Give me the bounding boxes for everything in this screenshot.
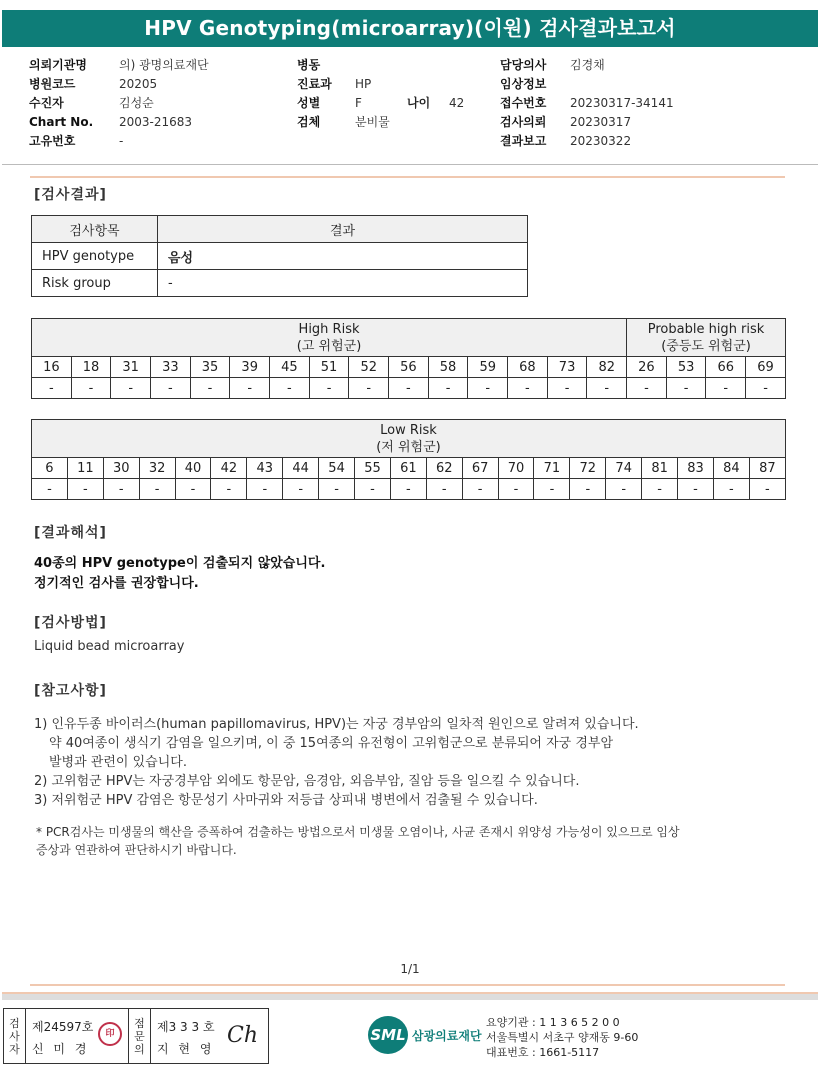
field-value: 김성순 xyxy=(119,96,154,110)
hpv-value-cell: - xyxy=(508,378,548,399)
org-address: 서울특별시 서초구 양재동 9-60 xyxy=(486,1031,639,1044)
hpv-type-cell: 6 xyxy=(32,458,68,479)
hpv-value-cell: - xyxy=(570,479,606,500)
hpv-type-cell: 73 xyxy=(547,357,587,378)
field-label: 나이 xyxy=(407,96,431,110)
checker-label xyxy=(129,1009,151,1063)
hpv-type-cell: 58 xyxy=(428,357,468,378)
hpv-type-cell: 87 xyxy=(749,458,785,479)
hpv-value-cell: - xyxy=(67,479,103,500)
org-name: 삼광의료재단 xyxy=(412,1028,482,1043)
result-table xyxy=(31,215,528,297)
field-label: 의뢰기관명 xyxy=(29,58,87,72)
hpv-type-cell: 56 xyxy=(389,357,429,378)
footnote-line: * PCR검사는 미생물의 핵산을 증폭하여 검출하는 방법으로서 미생물 오염이나, 사균 존재시 위양성 가능성이 있으므로 임상 xyxy=(36,825,680,839)
interpretation-text xyxy=(34,554,325,594)
hpv-type-cell: 55 xyxy=(355,458,391,479)
hpv-value-cell: - xyxy=(32,378,72,399)
footnote xyxy=(36,823,680,859)
hpv-type-cell: 18 xyxy=(71,357,111,378)
label-char: 점 xyxy=(134,1016,145,1030)
hpv-type-cell: 26 xyxy=(627,357,667,378)
inspector-license: 제24597호 xyxy=(32,1020,94,1034)
high-risk-table xyxy=(31,318,786,399)
field-label: 진료과 xyxy=(297,77,332,91)
patient-info-col3 xyxy=(500,56,674,151)
hpv-value-cell: - xyxy=(627,378,667,399)
field-value: 20205 xyxy=(119,77,158,91)
org-logo xyxy=(368,1016,482,1054)
hpv-type-cell: 44 xyxy=(283,458,319,479)
footer-bar xyxy=(2,992,818,1000)
hpv-value-cell: - xyxy=(462,479,498,500)
probable-risk-header xyxy=(627,319,786,357)
field-value: 의) 광명의료재단 xyxy=(119,58,209,72)
hpv-value-cell: - xyxy=(678,479,714,500)
page-number: 1/1 xyxy=(400,962,420,976)
section-title-interpretation: [결과해석] xyxy=(34,525,107,541)
handwritten-signature: Ch xyxy=(227,1023,259,1048)
divider xyxy=(30,984,785,986)
probable-risk-label: Probable high risk xyxy=(647,321,765,337)
hpv-value-cell: - xyxy=(103,479,139,500)
footnote-line: 증상과 연관하여 판단하시기 바랍니다. xyxy=(36,843,237,857)
field-label: 병동 xyxy=(297,58,321,72)
label-char: 사 xyxy=(9,1029,20,1043)
hpv-value-cell: - xyxy=(468,378,508,399)
high-risk-label: High Risk xyxy=(298,321,360,337)
checker-cell xyxy=(151,1009,267,1063)
hpv-type-cell: 51 xyxy=(309,357,349,378)
hpv-value-cell: - xyxy=(32,479,68,500)
report-title: HPV Genotyping(microarray)(이원) 검사결과보고서 xyxy=(2,10,818,47)
table-header: 결과 xyxy=(158,216,528,243)
field-value: F xyxy=(355,96,362,110)
label-char: 의 xyxy=(134,1042,145,1056)
signature-box xyxy=(3,1008,269,1064)
note-line: 3) 저위험군 HPV 감염은 항문성기 사마귀와 저등급 상피내 병변에서 검출될 수 있습니다. xyxy=(34,793,538,808)
hpv-type-cell: 30 xyxy=(103,458,139,479)
field-label: 병원코드 xyxy=(29,77,76,91)
hpv-type-cell: 59 xyxy=(468,357,508,378)
hpv-value-cell: - xyxy=(749,479,785,500)
field-value: HP xyxy=(355,77,372,91)
section-title-method: [검사방법] xyxy=(34,615,107,631)
hpv-type-cell: 72 xyxy=(570,458,606,479)
divider xyxy=(2,164,818,165)
hpv-value-cell: - xyxy=(534,479,570,500)
field-label: 검사의뢰 xyxy=(500,115,547,129)
hpv-value-cell: - xyxy=(151,378,191,399)
hpv-value-cell: - xyxy=(139,479,175,500)
hpv-value-cell: - xyxy=(587,378,627,399)
hpv-value-cell: - xyxy=(713,479,749,500)
field-label: 임상정보 xyxy=(500,77,547,91)
hpv-type-cell: 61 xyxy=(390,458,426,479)
hpv-type-cell: 45 xyxy=(270,357,310,378)
hpv-value-cell: - xyxy=(426,479,462,500)
checker-license: 제3 3 3 호 xyxy=(157,1020,215,1034)
hpv-type-cell: 11 xyxy=(67,458,103,479)
hpv-type-cell: 33 xyxy=(151,357,191,378)
field-value: 20230322 xyxy=(570,134,632,148)
note-line: 약 40여종이 생식기 감염을 일으키며, 이 중 15여종의 유전형이 고위험군으로 분류되어 자궁 경부암 xyxy=(49,736,614,751)
type-row xyxy=(32,357,786,378)
table-header: 검사항목 xyxy=(32,216,158,243)
divider xyxy=(30,176,785,178)
hpv-type-cell: 67 xyxy=(462,458,498,479)
field-label: 담당의사 xyxy=(500,58,547,72)
field-value: 김경채 xyxy=(570,58,605,72)
table-row xyxy=(32,270,528,297)
field-value: 20230317 xyxy=(570,115,632,129)
high-risk-sub: (고 위험군) xyxy=(296,338,362,354)
probable-risk-sub: (중등도 위험군) xyxy=(661,338,751,354)
hpv-type-cell: 16 xyxy=(32,357,72,378)
hpv-value-cell: - xyxy=(175,479,211,500)
label-char: 검 xyxy=(9,1016,20,1030)
section-title-notes: [참고사항] xyxy=(34,683,107,699)
hpv-value-cell: - xyxy=(111,378,151,399)
field-label: 검체 xyxy=(297,115,321,129)
low-risk-header xyxy=(32,420,786,458)
hpv-value-cell: - xyxy=(389,378,429,399)
low-risk-table xyxy=(31,419,786,500)
note-line: 발병과 관련이 있습니다. xyxy=(49,755,187,770)
field-label: Chart No. xyxy=(29,115,94,129)
checker-name: 지 현 영 xyxy=(157,1042,215,1056)
hpv-value-cell: - xyxy=(498,479,534,500)
hpv-type-cell: 39 xyxy=(230,357,270,378)
hpv-type-cell: 43 xyxy=(247,458,283,479)
inspector-name: 신 미 경 xyxy=(32,1042,90,1056)
hpv-value-cell: - xyxy=(547,378,587,399)
label-char: 자 xyxy=(9,1042,20,1056)
field-value: 2003-21683 xyxy=(119,115,193,129)
high-risk-header xyxy=(32,319,627,357)
hpv-type-cell: 53 xyxy=(666,357,706,378)
value-row xyxy=(32,479,786,500)
hpv-value-cell: - xyxy=(190,378,230,399)
hpv-type-cell: 62 xyxy=(426,458,462,479)
hpv-value-cell: - xyxy=(71,378,111,399)
hpv-value-cell: - xyxy=(283,479,319,500)
hpv-type-cell: 71 xyxy=(534,458,570,479)
hpv-value-cell: - xyxy=(428,378,468,399)
hpv-type-cell: 35 xyxy=(190,357,230,378)
hpv-type-cell: 70 xyxy=(498,458,534,479)
hpv-value-cell: - xyxy=(270,378,310,399)
hpv-value-cell: - xyxy=(230,378,270,399)
table-cell: - xyxy=(158,270,528,297)
hpv-value-cell: - xyxy=(606,479,642,500)
low-risk-label: Low Risk xyxy=(380,422,437,438)
hpv-value-cell: - xyxy=(706,378,746,399)
value-row xyxy=(32,378,786,399)
inspector-label xyxy=(4,1009,26,1063)
hpv-value-cell: - xyxy=(642,479,678,500)
sml-logo-icon: SML xyxy=(368,1016,408,1054)
note-line: 2) 고위험군 HPV는 자궁경부암 외에도 항문암, 음경암, 외음부암, 질암 등을 일으킬 수 있습니다. xyxy=(34,774,580,789)
field-label: 고유번호 xyxy=(29,134,76,148)
hpv-value-cell: - xyxy=(309,378,349,399)
hpv-value-cell: - xyxy=(349,378,389,399)
org-phone: 대표번호 : 1661-5117 xyxy=(486,1046,600,1059)
hpv-type-cell: 84 xyxy=(713,458,749,479)
interpretation-line: 40종의 HPV genotype이 검출되지 않았습니다. xyxy=(34,556,326,571)
field-value: - xyxy=(119,134,124,148)
seal-stamp: 印 xyxy=(98,1022,122,1046)
table-row xyxy=(32,243,528,270)
hpv-type-cell: 40 xyxy=(175,458,211,479)
inspector-cell xyxy=(26,1009,129,1063)
field-value: 42 xyxy=(449,96,465,110)
hpv-value-cell: - xyxy=(319,479,355,500)
hpv-type-cell: 54 xyxy=(319,458,355,479)
field-value xyxy=(355,56,407,75)
hpv-type-cell: 81 xyxy=(642,458,678,479)
hpv-type-cell: 31 xyxy=(111,357,151,378)
field-value: 20230317-34141 xyxy=(570,96,674,110)
note-line: 1) 인유두종 바이러스(human papillomavirus, HPV)는 자궁 경부암의 일차적 원인으로 알려져 있습니다. xyxy=(34,717,639,732)
hpv-type-cell: 82 xyxy=(587,357,627,378)
type-row xyxy=(32,458,786,479)
org-code: 요양기관 : 1 1 3 6 5 2 0 0 xyxy=(486,1016,620,1029)
field-label: 수진자 xyxy=(29,96,64,110)
table-cell: Risk group xyxy=(32,270,158,297)
hpv-type-cell: 66 xyxy=(706,357,746,378)
label-char: 문 xyxy=(134,1029,145,1043)
field-label: 접수번호 xyxy=(500,96,547,110)
low-risk-sub: (저 위험군) xyxy=(376,439,441,455)
hpv-type-cell: 32 xyxy=(139,458,175,479)
hpv-type-cell: 69 xyxy=(746,357,786,378)
patient-info-col1 xyxy=(29,56,209,151)
field-label: 성별 xyxy=(297,96,321,110)
hpv-value-cell: - xyxy=(666,378,706,399)
hpv-type-cell: 42 xyxy=(211,458,247,479)
method-text: Liquid bead microarray xyxy=(34,639,185,654)
hpv-value-cell: - xyxy=(746,378,786,399)
table-cell: HPV genotype xyxy=(32,243,158,270)
hpv-value-cell: - xyxy=(211,479,247,500)
section-title-result: [검사결과] xyxy=(34,187,107,203)
hpv-type-cell: 68 xyxy=(508,357,548,378)
field-value: 분비물 xyxy=(355,115,390,129)
hpv-value-cell: - xyxy=(247,479,283,500)
table-cell: 음성 xyxy=(158,243,528,270)
notes-list xyxy=(34,715,639,810)
field-label: 결과보고 xyxy=(500,134,547,148)
hpv-type-cell: 83 xyxy=(678,458,714,479)
hpv-value-cell: - xyxy=(355,479,391,500)
org-info xyxy=(486,1015,638,1060)
hpv-type-cell: 74 xyxy=(606,458,642,479)
interpretation-line: 정기적인 검사를 권장합니다. xyxy=(34,576,199,591)
hpv-value-cell: - xyxy=(390,479,426,500)
hpv-type-cell: 52 xyxy=(349,357,389,378)
patient-info-col2 xyxy=(297,56,501,132)
